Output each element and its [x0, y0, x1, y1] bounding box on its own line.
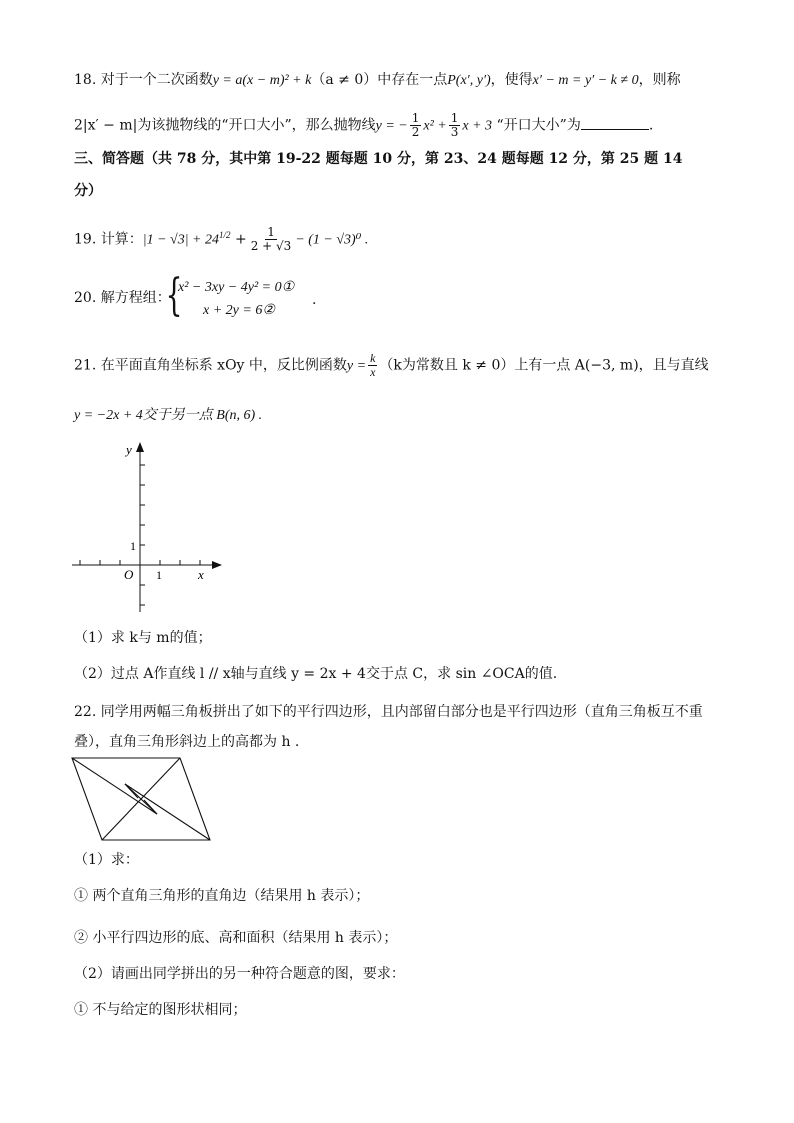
parallelogram-figure: [70, 756, 220, 848]
fraction-third: $\frac{1}{3}$: [450, 111, 459, 139]
q20-label: 20. 解方程组：: [74, 290, 171, 306]
q20-eq1: x² − 3xy − 4y² = 0①: [178, 280, 295, 295]
x-tick-label: 1: [156, 568, 162, 582]
triangle-edge-1: [72, 758, 157, 814]
q22-sub2: （2）请画出同学拼出的另一种符合题意的图，要求：: [74, 966, 405, 982]
q22-item3: ① 不与给定的图形状相同；: [74, 1002, 247, 1018]
q22-item1: ① 两个直角三角形的直角边（结果用 h 表示）；: [74, 888, 370, 904]
coordinate-axes: [68, 440, 228, 620]
section-heading: 三、简答题（共 78 分，其中第 19-22 题每题 10 分，第 23、24 题每题 12 分，第 25 题 14: [74, 151, 683, 167]
q19: 19. 计算：$|1 - √3| + 24^{1/2}$ + $\frac{1}{2 + √3}$ − (1 − √3)⁰ .: [74, 225, 369, 253]
q18-function: y = a(x − m)² + k: [212, 73, 312, 88]
fraction-19: $\frac{1}{2 + √3}$: [250, 225, 292, 253]
system-brace: {: [165, 270, 183, 321]
x-axis-label: x: [198, 567, 204, 582]
q22-sub1: （1）求：: [74, 852, 139, 868]
fraction-half: $\frac{1}{2}$: [411, 111, 420, 139]
y-tick-label: 1: [130, 539, 136, 553]
q20-eq2: x + 2y = 6②: [203, 303, 275, 318]
section-heading-cont: 分）: [74, 183, 102, 199]
q21-line1: 21. 在平面直角坐标系 xOy 中，反比例函数y = $\frac{k}{x}$ （k为常数且 k ≠ 0）上有一点 A(−3, m)，且与直线: [74, 351, 709, 379]
origin-label: O: [124, 567, 134, 582]
fraction-k-x: $\frac{k}{x}$: [370, 351, 376, 379]
answer-blank[interactable]: [581, 117, 649, 130]
y-axis-label: y: [126, 442, 132, 457]
q18-line2: 2|x′ − m|为该抛物线的“开口大小”，那么抛物线y = − $\frac{1}{2}$ x² + $\frac{1}{3}$ x + 3 “开口大小”为 .: [74, 111, 654, 139]
q21-sub1: （1）求 k与 m的值；: [74, 630, 212, 646]
q21-line2: y = −2x + 4交于另一点 B(n, 6) .: [74, 408, 263, 423]
x-axis-arrow: [212, 561, 222, 569]
q18-line1: 18. 对于一个二次函数y = a(x − m)² + k（a ≠ 0）中存在一点P(x′, y′)，使得x′ − m = y′ − k ≠ 0，则称: [74, 72, 681, 88]
q22-line1: 22. 同学用两幅三角板拼出了如下的平行四边形，且内部留白部分也是平行四边形（直角三角板互不重: [74, 704, 703, 720]
q18-number: 18.: [74, 72, 97, 88]
q22-item2: ② 小平行四边形的底、高和面积（结果用 h 表示）；: [74, 930, 398, 946]
triangle-edge-3: [125, 784, 210, 840]
y-axis-arrow: [136, 442, 144, 452]
q21-sub2: （2）过点 A作直线 l // x轴与直线 y = 2x + 4交于点 C，求 sin ∠OCA的值.: [74, 666, 558, 682]
q22-line2: 叠），直角三角形斜边上的高都为 h .: [74, 734, 300, 750]
